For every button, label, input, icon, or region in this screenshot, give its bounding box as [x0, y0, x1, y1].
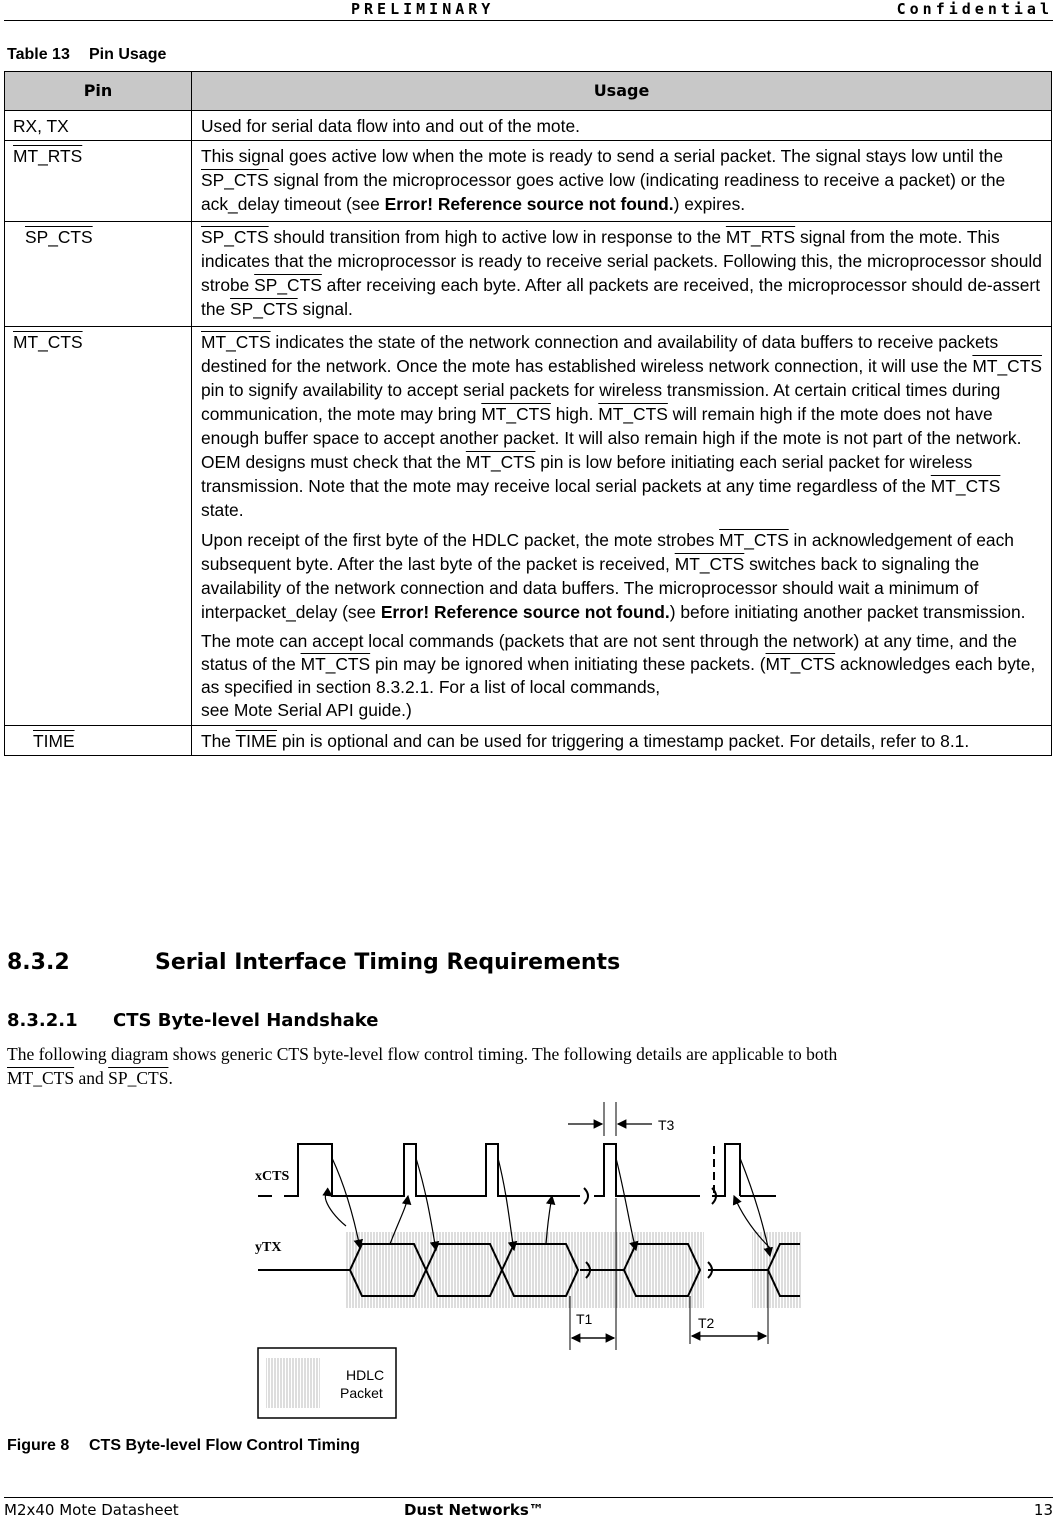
footer-doc-title: M2x40 Mote Datasheet	[4, 1501, 179, 1519]
table-row	[5, 327, 1052, 726]
figure-number: Figure 8	[7, 1437, 70, 1454]
figure-caption-text: CTS Byte-level Flow Control Timing	[89, 1437, 360, 1454]
table-row	[5, 141, 1052, 222]
confidential-label: Confidential	[896, 0, 1053, 18]
t2-label: T2	[698, 1315, 715, 1331]
usage-cell: Used for serial data flow into and out of the mote.	[192, 111, 1052, 141]
subsection-heading: 8.3.2.1 CTS Byte-level Handshake	[7, 1010, 379, 1031]
pin-cell: MT_CTS	[5, 327, 192, 726]
table-row	[5, 222, 1052, 327]
xcts-label: xCTS	[255, 1169, 290, 1184]
handshake-arrow	[325, 1194, 346, 1226]
usage-cell: The TIME pin is optional and can be used for triggering a timestamp packet. For details, refer to 8.1.	[192, 726, 1052, 756]
table-title-text: Pin Usage	[89, 46, 167, 63]
table-header-row	[5, 72, 1052, 111]
usage-column-header: Usage	[192, 72, 1052, 111]
body-paragraph: The following diagram shows generic CTS byte-level flow control timing. The following details are applicable to both MT_CTS and SP_CTS.	[7, 1044, 838, 1088]
pin-column-header: Pin	[5, 72, 192, 111]
legend-swatch	[266, 1358, 320, 1408]
pin-cell: SP_CTS	[5, 222, 192, 327]
table-row	[5, 111, 1052, 141]
pin-cell: MT_RTS	[5, 141, 192, 222]
ytx-label: yTX	[255, 1240, 282, 1255]
footer-company: Dust Networks™	[404, 1501, 544, 1519]
preliminary-label: PRELIMINARY	[351, 0, 495, 18]
legend-text: HDLC	[346, 1367, 385, 1383]
table-row	[5, 726, 1052, 756]
pin-cell: RX, TX	[5, 111, 192, 141]
t1-label: T1	[576, 1311, 593, 1327]
page-number: 13	[1033, 1501, 1053, 1519]
page-header	[4, 0, 1053, 21]
t3-label: T3	[658, 1117, 675, 1133]
pin-usage-table	[4, 71, 1052, 756]
usage-cell: This signal goes active low when the mote is ready to send a serial packet. The signal stays low until the SP_CTS signal from the microprocessor goes active low (indicating readiness to receive a packet) or the ack_delay timeout (see Error! Reference source not found.) expires.	[192, 141, 1052, 222]
xcts-waveform	[258, 1144, 776, 1196]
usage-cell: MT_CTS indicates the state of the network connection and availability of data buffers to receive packets destined for the network. Once the mote has established wireless network connection, it will use the MT_CTS pin to signify availability to accept serial packets for wireless transmission. At certain critical times during communication, the mote may bring MT_CTS high. MT_CTS will remain high if the mote does not have enough buffer space to accept another packet. It will also remain high if the mote is not part of the network. OEM designs must check that the MT_CTS pin is low before initiating each serial packet for wireless transmission. Note that the mote may receive local serial packets at any time regardless of the MT_CTS state. Upon receipt of the first byte of the HDLC packet, the mote strobes MT_CTS in acknowledgement of each subsequent byte. After the last byte of the packet is received, MT_CTS switches back to signaling the availability of the network connection and data buffers. The microprocessor should wait a minimum of interpacket_delay (see Error! Reference source not found.) before initiating another packet transmission. The mote can accept local commands (packets that are not sent through the network) at any time, and the status of the MT_CTS pin may be ignored when initiating these packets. (MT_CTS acknowledges each byte, as specified in section 8.3.2.1. For a list of local commands, see Mote Serial API guide.)	[192, 327, 1052, 726]
table-title	[7, 46, 166, 64]
figure-caption	[7, 1437, 360, 1455]
page-footer	[4, 1497, 1053, 1518]
usage-cell: SP_CTS should transition from high to active low in response to the MT_RTS signal from the mote. This indicates that the microprocessor is ready to receive serial packets. Following this, the microprocessor should strobe SP_CTS after receiving each byte. After all packets are received, the microprocessor should de-assert the SP_CTS signal.	[192, 222, 1052, 327]
section-heading: 8.3.2 Serial Interface Timing Requirements	[7, 950, 621, 975]
legend-text: Packet	[340, 1385, 383, 1401]
table-number: Table 13	[7, 46, 70, 63]
pin-cell: TIME	[5, 726, 192, 756]
cts-timing-diagram	[250, 1098, 810, 1420]
